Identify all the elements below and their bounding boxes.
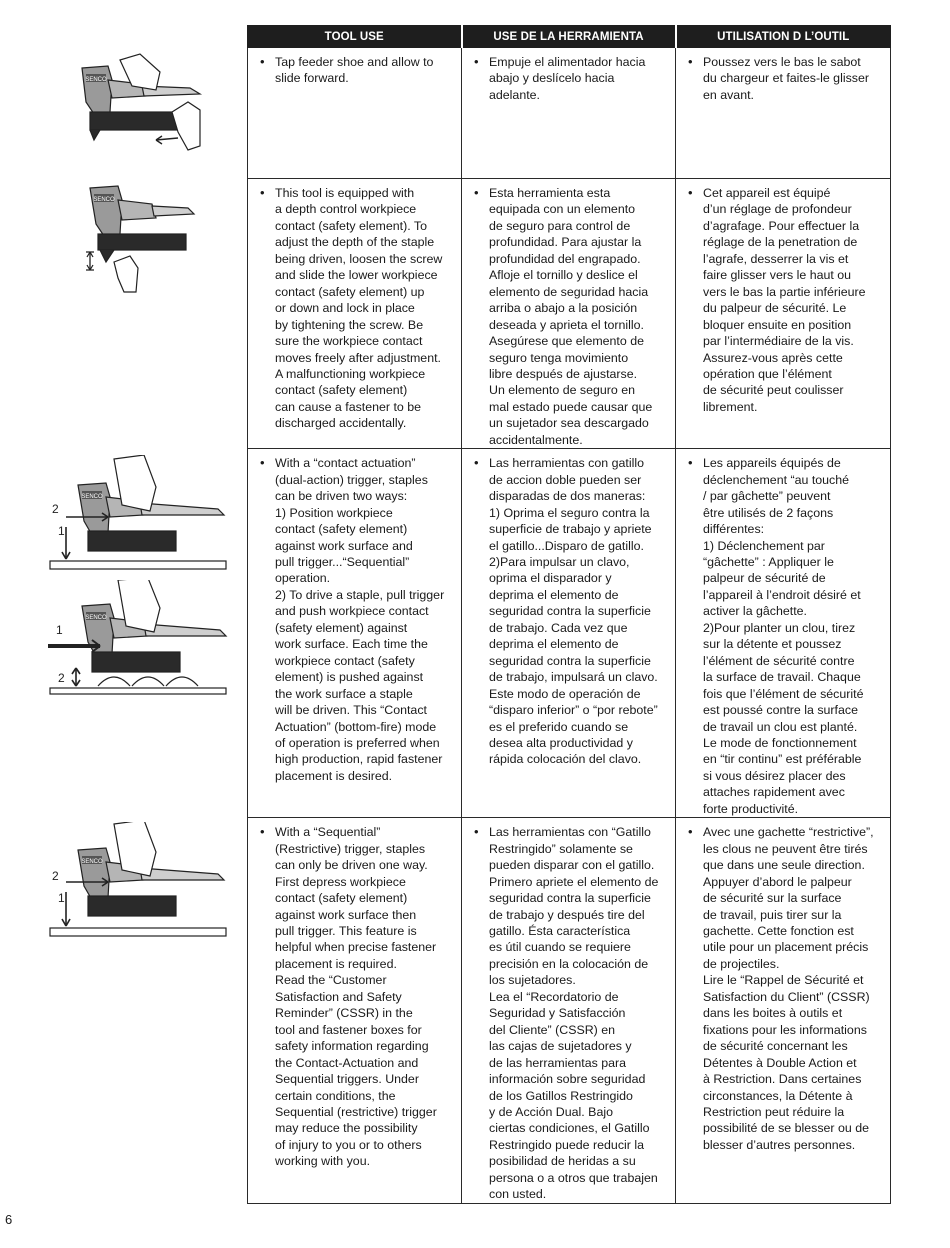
text-line: vers le bas la partie inférieure bbox=[703, 284, 866, 299]
cell-depth-control-es bbox=[462, 179, 676, 449]
text-line: Restringido” solamente se bbox=[489, 841, 633, 856]
text-line: déclenchement “au touché bbox=[703, 472, 850, 487]
text-line: • With a “Sequential” bbox=[275, 825, 381, 840]
brand-label: SENCO bbox=[85, 77, 107, 83]
text-line: against work surface then bbox=[275, 907, 417, 922]
bullet-text bbox=[470, 185, 667, 448]
text-line: librement. bbox=[703, 399, 758, 414]
text-line: de trabajo, impulsará un clavo. bbox=[489, 670, 658, 685]
text-line: can be driven two ways: bbox=[275, 489, 408, 504]
text-line: réglage de la penetration de bbox=[703, 235, 858, 250]
header-tool-use: TOOL USE bbox=[248, 26, 462, 48]
contact-actuation-illustration-a bbox=[48, 455, 228, 575]
text-line: la surface de travail. Chaque bbox=[703, 670, 861, 685]
text-line: sure the workpiece contact bbox=[275, 334, 423, 349]
text-line: Actuation” (bottom-fire) mode bbox=[275, 719, 437, 734]
bullet-text bbox=[684, 54, 882, 103]
text-line: de las herramientas para bbox=[489, 1055, 627, 1070]
text-line: A malfunctioning workpiece bbox=[275, 366, 426, 381]
text-line: workpiece contact (safety bbox=[275, 653, 415, 668]
text-line: que dans une seule direction. bbox=[703, 858, 865, 873]
step-label-1: 1 bbox=[58, 891, 65, 905]
cell-depth-control-en bbox=[248, 179, 462, 449]
text-line: • Las herramientas con gatillo bbox=[489, 456, 644, 471]
bullet-text bbox=[470, 54, 667, 103]
text-line: Satisfaction and Safety bbox=[275, 989, 402, 1004]
text-line: placement is required. bbox=[275, 956, 397, 971]
text-line: may reduce the possibility bbox=[275, 1121, 418, 1136]
text-line: dans les boites à outils et bbox=[703, 1006, 843, 1021]
text-line: placement is desired. bbox=[275, 768, 393, 783]
text-line: contact (safety element) up bbox=[275, 284, 425, 299]
text-line: by tightening the screw. Be bbox=[275, 317, 424, 332]
brand-label: SENCO bbox=[81, 494, 103, 500]
figure-column bbox=[0, 0, 248, 1248]
text-line: Seguridad y Satisfacción bbox=[489, 1006, 626, 1021]
cell-sequential-trigger-fr bbox=[676, 818, 891, 1203]
contact-actuation-illustration-b bbox=[48, 580, 228, 700]
text-line: Assurez-vous après cette bbox=[703, 350, 843, 365]
brand-label: SENCO bbox=[81, 859, 103, 865]
text-line: adjust the depth of the staple bbox=[275, 235, 435, 250]
bullet-text bbox=[470, 455, 667, 768]
text-line: Restringido puede reducir la bbox=[489, 1137, 644, 1152]
text-line: • Esta herramienta esta bbox=[489, 186, 611, 200]
text-line: si vous désirez placer des bbox=[703, 768, 846, 783]
table-header-row bbox=[248, 26, 891, 48]
text-line: l’agrafe, desserrer la vis et bbox=[703, 251, 849, 266]
text-line: l’élément de sécurité contre bbox=[703, 653, 855, 668]
text-line: safety information regarding bbox=[275, 1039, 429, 1054]
text-line: oprima el disparador y bbox=[489, 571, 612, 586]
text-line: seguridad contra la superficie bbox=[489, 653, 651, 668]
text-line: equipada con un elemento bbox=[489, 202, 636, 217]
text-line: opération que l’élément bbox=[703, 366, 832, 381]
text-line: • Les appareils équipés de bbox=[703, 456, 841, 471]
text-line: 1) Déclenchement par bbox=[703, 538, 825, 553]
text-line: (dual-action) trigger, staples bbox=[275, 472, 428, 487]
text-line: Afloje el tornillo y deslice el bbox=[489, 268, 638, 283]
text-line: 1) Oprima el seguro contra la bbox=[489, 505, 650, 520]
text-line: posibilidad de heridas a su bbox=[489, 1154, 636, 1169]
text-line: de los Gatillos Restringido bbox=[489, 1088, 633, 1103]
bullet-text bbox=[684, 185, 882, 415]
brand-label: SENCO bbox=[85, 615, 107, 621]
cell-feeder-shoe-es bbox=[462, 48, 676, 179]
bullet-text bbox=[256, 185, 453, 432]
table-row-feeder-shoe bbox=[248, 48, 891, 179]
text-line: un sujetador sea descargado bbox=[489, 416, 649, 431]
text-line: faire glisser vers le haut ou bbox=[703, 268, 852, 283]
text-line: par l’intermédiaire de la vis. bbox=[703, 334, 854, 349]
text-line: en “tir continu” est préférable bbox=[703, 752, 862, 767]
text-line: à Restriction. Dans certaines bbox=[703, 1072, 862, 1087]
text-line: can only be driven one way. bbox=[275, 858, 428, 873]
text-line: discharged accidentally. bbox=[275, 416, 407, 431]
text-line: arriba o abajo a la posición bbox=[489, 301, 638, 316]
text-line: de sécurité peut coulisser bbox=[703, 383, 844, 398]
text-line: Asegúrese que elemento de bbox=[489, 334, 644, 349]
text-line: es útil cuando se requiere bbox=[489, 940, 631, 955]
text-line: and push workpiece contact bbox=[275, 604, 429, 619]
text-line: pull trigger. This feature is bbox=[275, 923, 417, 938]
bullet-text bbox=[256, 455, 453, 784]
text-line: desea alta productividad y bbox=[489, 735, 633, 750]
text-line: de trabajo y después tire del bbox=[489, 907, 645, 922]
text-line: fois que l’élément de sécurité bbox=[703, 686, 864, 701]
text-line: contact (safety element) bbox=[275, 383, 408, 398]
text-line: rápida colocación del clavo. bbox=[489, 752, 642, 767]
text-line: seguro tenga movimiento bbox=[489, 350, 629, 365]
text-line: • This tool is equipped with bbox=[275, 186, 415, 200]
step-label-2: 2 bbox=[52, 502, 59, 516]
page-number: 6 bbox=[5, 1212, 13, 1227]
text-line: différentes: bbox=[703, 522, 765, 537]
text-line: 2) To drive a staple, pull trigger bbox=[275, 587, 445, 602]
text-line: Le mode de fonctionnement bbox=[703, 735, 857, 750]
text-line: Sequential (restrictive) trigger bbox=[275, 1104, 437, 1119]
text-line: possibilité de se blesser ou de bbox=[703, 1121, 869, 1136]
text-line: blesser d’autres personnes. bbox=[703, 1137, 856, 1152]
cell-contact-actuation-es bbox=[462, 449, 676, 818]
text-line: de trabajo. Cada vez que bbox=[489, 620, 628, 635]
text-line: slide forward. bbox=[275, 71, 349, 86]
text-line: utile pour un placement précis bbox=[703, 940, 869, 955]
text-line: el gatillo...Disparo de gatillo. bbox=[489, 538, 644, 553]
text-line: against work surface and bbox=[275, 538, 413, 553]
text-line: les clous ne peuvent être tirés bbox=[703, 841, 868, 856]
text-line: Satisfaction du Client” (CSSR) bbox=[703, 989, 870, 1004]
text-line: Este modo de operación de bbox=[489, 686, 641, 701]
text-line: precisión en la colocación de bbox=[489, 956, 649, 971]
table-row-sequential-trigger bbox=[248, 818, 891, 1203]
text-line: activer la gâchette. bbox=[703, 604, 808, 619]
cell-contact-actuation-fr bbox=[676, 449, 891, 818]
text-line: du palpeur de sécurité. Le bbox=[703, 301, 847, 316]
text-line: accidentalmente. bbox=[489, 432, 583, 447]
text-line: 2)Para impulsar un clavo, bbox=[489, 554, 630, 569]
text-line: Lea el “Recordatorio de bbox=[489, 989, 619, 1004]
text-line: seguridad contra la superficie bbox=[489, 891, 651, 906]
text-line: seguridad contra la superficie bbox=[489, 604, 651, 619]
text-line: mal estado puede causar que bbox=[489, 399, 653, 414]
header-utilisation-outil: UTILISATION D L’OUTIL bbox=[676, 26, 891, 48]
text-line: con usted. bbox=[489, 1187, 547, 1202]
text-line: deseada y aprieta el tornillo. bbox=[489, 317, 644, 332]
text-line: • Las herramientas con “Gatillo bbox=[489, 825, 651, 840]
text-line: adelante. bbox=[489, 87, 540, 102]
step-label-1: 1 bbox=[56, 623, 63, 637]
text-line: Un elemento de seguro en bbox=[489, 383, 636, 398]
text-line: Restriction peut réduire la bbox=[703, 1104, 845, 1119]
cell-sequential-trigger-es bbox=[462, 818, 676, 1203]
text-line: forte productivité. bbox=[703, 801, 799, 816]
text-line: “disparo inferior” o “por rebote” bbox=[489, 703, 658, 718]
text-line: est poussé contre la surface bbox=[703, 703, 858, 718]
cell-sequential-trigger-en bbox=[248, 818, 462, 1203]
bullet-text bbox=[256, 824, 453, 1170]
text-line: attaches rapidement avec bbox=[703, 785, 845, 800]
text-line: moves freely after adjustment. bbox=[275, 350, 441, 365]
text-line: Appuyer d’abord le palpeur bbox=[703, 874, 852, 889]
text-line: de travail, puis tirer sur la bbox=[703, 907, 842, 922]
text-line: profundidad del engrapado. bbox=[489, 251, 641, 266]
text-line: de sécurité sur la surface bbox=[703, 891, 842, 906]
text-line: contact (safety element) bbox=[275, 891, 408, 906]
text-line: Reminder” (CSSR) in the bbox=[275, 1006, 413, 1021]
feeder-shoe-illustration bbox=[60, 50, 210, 160]
text-line: the Contact-Actuation and bbox=[275, 1055, 419, 1070]
cell-contact-actuation-en bbox=[248, 449, 462, 818]
text-line: the work surface a staple bbox=[275, 686, 413, 701]
text-line: (Restrictive) trigger, staples bbox=[275, 841, 426, 856]
text-line: • Empuje el alimentador hacia bbox=[489, 55, 646, 69]
text-line: tool and fastener boxes for bbox=[275, 1022, 422, 1037]
text-line: deprima el elemento de bbox=[489, 587, 619, 602]
text-line: working with you. bbox=[275, 1154, 371, 1169]
text-line: palpeur de sécurité de bbox=[703, 571, 826, 586]
step-label-1: 1 bbox=[58, 524, 65, 538]
bullet-text bbox=[256, 54, 453, 87]
text-line: • Tap feeder shoe and allow to bbox=[275, 55, 434, 69]
text-line: pull trigger...“Sequential” bbox=[275, 554, 410, 569]
text-line: contact (safety element) bbox=[275, 522, 408, 537]
text-line: / par gâchette” peuvent bbox=[703, 489, 831, 504]
text-line: de sécurité concernant les bbox=[703, 1039, 848, 1054]
bullet-text bbox=[470, 824, 667, 1202]
text-line: ciertas condiciones, el Gatillo bbox=[489, 1121, 650, 1136]
text-line: en avant. bbox=[703, 87, 754, 102]
text-line: información sobre seguridad bbox=[489, 1072, 646, 1087]
table-row-depth-control bbox=[248, 179, 891, 449]
text-line: helpful when precise fastener bbox=[275, 940, 437, 955]
text-line: (safety element) against bbox=[275, 620, 408, 635]
text-line: First depress workpiece bbox=[275, 874, 406, 889]
text-line: d’un réglage de profondeur bbox=[703, 202, 852, 217]
text-line: libre después de ajustarse. bbox=[489, 366, 638, 381]
text-line: Primero apriete el elemento de bbox=[489, 874, 659, 889]
bullet-text bbox=[684, 455, 882, 817]
text-line: circonstances, la Détente à bbox=[703, 1088, 853, 1103]
depth-adjust-illustration bbox=[78, 182, 198, 297]
text-line: elemento de seguridad hacia bbox=[489, 284, 649, 299]
sequential-trigger-illustration bbox=[48, 822, 228, 942]
text-line: being driven, loosen the screw bbox=[275, 251, 443, 266]
text-line: will be driven. This “Contact bbox=[275, 703, 427, 718]
text-line: element) is pushed against bbox=[275, 670, 424, 685]
text-line: bloquer ensuite en position bbox=[703, 317, 852, 332]
cell-feeder-shoe-en bbox=[248, 48, 462, 179]
text-line: work surface. Each time the bbox=[275, 637, 428, 652]
text-line: of injury to you or to others bbox=[275, 1137, 422, 1152]
text-line: las cajas de sujetadores y bbox=[489, 1039, 632, 1054]
tool-use-table bbox=[247, 25, 891, 1204]
header-use-de-la-herramienta: USE DE LA HERRAMIENTA bbox=[462, 26, 676, 48]
text-line: de seguro para control de bbox=[489, 218, 631, 233]
text-line: del Cliente” (CSSR) en bbox=[489, 1022, 616, 1037]
text-line: can cause a fastener to be bbox=[275, 399, 422, 414]
table-row-contact-actuation bbox=[248, 449, 891, 818]
text-line: of operation is preferred when bbox=[275, 735, 440, 750]
text-line: deprima el elemento de bbox=[489, 637, 619, 652]
step-label-2: 2 bbox=[52, 869, 59, 883]
text-line: d’agrafage. Pour effectuer la bbox=[703, 218, 860, 233]
text-line: • Avec une gachette “restrictive”, bbox=[703, 825, 874, 840]
text-line: and slide the lower workpiece bbox=[275, 268, 438, 283]
bullet-text bbox=[684, 824, 882, 1153]
step-label-2: 2 bbox=[58, 671, 65, 685]
text-line: de travail un clou est planté. bbox=[703, 719, 858, 734]
text-line: operation. bbox=[275, 571, 331, 586]
text-line: profundidad. Para ajustar la bbox=[489, 235, 642, 250]
text-line: persona o a otros que trabajen bbox=[489, 1170, 658, 1185]
text-line: 2)Pour planter un clou, tirez bbox=[703, 620, 856, 635]
text-line: être utilisés de 2 façons bbox=[703, 505, 834, 520]
text-line: gatillo. Ésta característica bbox=[489, 923, 631, 938]
text-line: 1) Position workpiece bbox=[275, 505, 393, 520]
text-line: abajo y deslícelo hacia bbox=[489, 71, 615, 86]
text-line: high production, rapid fastener bbox=[275, 752, 443, 767]
text-line: • With a “contact actuation” bbox=[275, 456, 416, 471]
brand-label: SENCO bbox=[93, 197, 115, 203]
text-line: contact (safety element). To bbox=[275, 218, 427, 233]
text-line: Sequential triggers. Under bbox=[275, 1072, 419, 1087]
text-line: de accion doble pueden ser bbox=[489, 472, 642, 487]
text-line: “gâchette” : Appliquer le bbox=[703, 554, 834, 569]
text-line: de projectiles. bbox=[703, 956, 780, 971]
text-line: or down and lock in place bbox=[275, 301, 415, 316]
cell-feeder-shoe-fr bbox=[676, 48, 891, 179]
cell-depth-control-fr bbox=[676, 179, 891, 449]
text-line: sur la détente et poussez bbox=[703, 637, 842, 652]
text-line: disparadas de dos maneras: bbox=[489, 489, 646, 504]
text-line: Lire le “Rappel de Sécurité et bbox=[703, 973, 864, 988]
text-line: • Cet appareil est équipé bbox=[703, 186, 831, 200]
text-line: • Poussez vers le bas le sabot bbox=[703, 55, 861, 69]
text-line: Read the “Customer bbox=[275, 973, 387, 988]
text-line: gachette. Cette fonction est bbox=[703, 923, 854, 938]
text-line: los sujetadores. bbox=[489, 973, 576, 988]
text-line: Détentes à Double Action et bbox=[703, 1055, 857, 1070]
text-line: es el preferido cuando se bbox=[489, 719, 629, 734]
text-line: pueden disparar con el gatillo. bbox=[489, 858, 655, 873]
text-line: superficie de trabajo y apriete bbox=[489, 522, 652, 537]
text-line: a depth control workpiece bbox=[275, 202, 417, 217]
text-line: l’appareil à l’endroit désiré et bbox=[703, 587, 861, 602]
text-line: du chargeur et faites-le glisser bbox=[703, 71, 869, 86]
text-line: y de Acción Dual. Bajo bbox=[489, 1104, 613, 1119]
text-line: certain conditions, the bbox=[275, 1088, 396, 1103]
text-line: fixations pour les informations bbox=[703, 1022, 867, 1037]
